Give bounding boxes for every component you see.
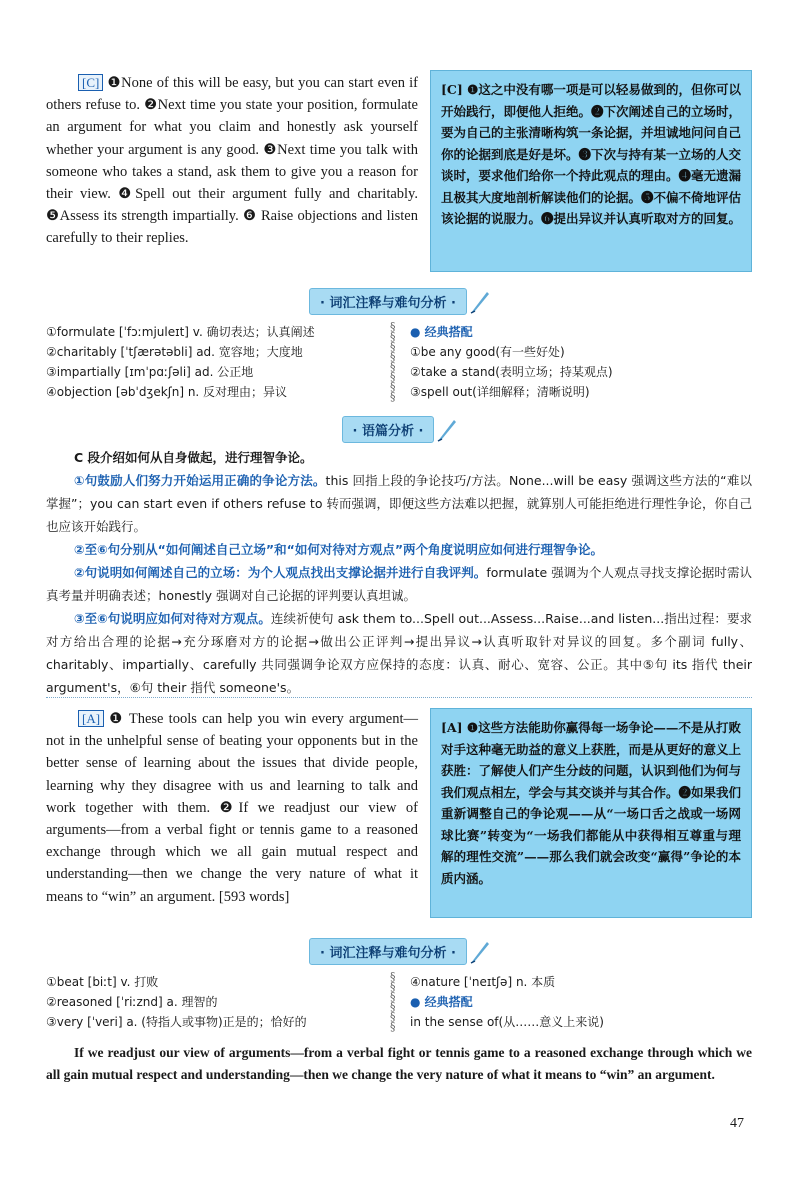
vocab-list-1 <box>46 322 386 402</box>
vocab-item: ④nature [ˈneɪtʃə] n. 本质 <box>410 975 556 989</box>
quill-pen-icon <box>436 417 458 443</box>
section-title-text: · 语篇分析 · <box>342 416 435 443</box>
section-title-vocab-1 <box>0 288 800 315</box>
vocab-item: ④objection [əbˈdʒekʃn] n. 反对理由；异议 <box>46 385 288 399</box>
analysis-highlight: ②句说明如何阐述自己的立场：为个人观点找出支撑论据并进行自我评判。 <box>74 565 487 580</box>
quill-pen-icon <box>469 939 491 965</box>
collocation-heading: ● 经典搭配 <box>410 995 473 1009</box>
quill-pen-icon <box>469 289 491 315</box>
page-number: 47 <box>730 1116 744 1131</box>
section-title-text: · 词汇注释与难句分析 · <box>309 288 467 315</box>
analysis-text: this 回指上段的争论技巧/方法。None...will be easy 强调这些方法的“难以掌握”；you can start even if others refuse to 转而强调，即便这些方法难以把握，就算别人可能拒绝进行理性争论，你自己也应该开始践行。 <box>46 473 752 534</box>
wave-divider: § § § § § § § § <box>390 320 396 403</box>
analysis-paragraph <box>46 607 752 699</box>
vocab-item: ③impartially [ɪmˈpɑːʃəli] ad. 公正地 <box>46 365 254 379</box>
analysis-paragraph <box>46 538 752 561</box>
vocab-item: ②charitably [ˈtʃærətəbli] ad. 宽容地；大度地 <box>46 345 303 359</box>
section-title-vocab-2 <box>0 938 800 965</box>
analysis-heading: C 段介绍如何从自身做起，进行理智争论。 <box>74 450 313 465</box>
vocab-item: ①formulate [ˈfɔːmjuleɪt] v. 确切表达；认真阐述 <box>46 325 315 339</box>
dotted-divider <box>46 697 752 698</box>
paragraph-tag: [C] <box>78 74 103 91</box>
analysis-highlight: ①句鼓励人们努力开始运用正确的争论方法。 <box>74 473 326 488</box>
collocation-heading: ● 经典搭配 <box>410 325 473 339</box>
collocation-item: ①be any good(有一些好处) <box>410 345 565 359</box>
translation-a-text: [A] ❶这些方法能助你赢得每一场争论——不是从打败对手这种毫无助益的意义上获胜，而是从更好的意义上获胜：了解使人们产生分歧的问题，认识到他们为何与我们观点相左，学会与其交谈并与其合作。❷如果我们重新调整自己的争论观——从“一场口舌之战或一场网球比赛”转变为“一场我们都能从中获得相互尊重与理解的理性交流”——那么我们就会改变“赢得”争论的本质内涵。 <box>441 720 742 886</box>
vocab-item: ①beat [biːt] v. 打败 <box>46 975 159 989</box>
vocab-list-2-right <box>410 972 750 1032</box>
translation-c-text: [C] ❶这之中没有哪一项是可以轻易做到的，但你可以开始践行，即便他人拒绝。❷下次阐述自己的立场时，要为自己的主张清晰构筑一条论据，并坦诚地问问自己你的论据到底是好是坏。❸下次与持有某一立场的人交谈时，要求他们给你一个持此观点的理由。❹毫无遗漏且极其大度地剖析解读他们的论据。❺不偏不倚地评估该论据的说服力。❻提出异议并认真听取对方的回复。 <box>441 82 742 226</box>
vocab-item: ③very [ˈveri] a. (特指人或事物)正是的；恰好的 <box>46 1015 307 1029</box>
analysis-paragraph <box>46 469 752 538</box>
vocab-item: ②reasoned [ˈriːznd] a. 理智的 <box>46 995 218 1009</box>
analysis-paragraph <box>46 561 752 607</box>
section-title-analysis <box>0 416 800 443</box>
key-sentence: If we readjust our view of arguments—from a verbal fight or tennis game to a reasoned exchange through which we all gain mutual respect and understanding—then we change the very nature of what it means to “win” an argument. <box>46 1045 752 1082</box>
collocation-list-1 <box>410 322 750 402</box>
translation-box-a <box>430 708 752 918</box>
translation-box-c <box>430 70 752 272</box>
paragraph-c-text: ❶None of this will be easy, but you can start even if others refuse to. ❷Next time you state your position, formulate an argument for what you claim and honestly ask yourself whether your argument is any good. ❸Next time you talk with someone who takes a stand, ask them to give you a reason for their view. ❹Spell out their argument fully and charitably. ❺Assess its strength impartially. ❻ Raise objections and listen carefully to their replies. <box>46 75 419 247</box>
collocation-item: ③spell out(详细解释；清晰说明) <box>410 385 590 399</box>
wave-divider: § § § § § § <box>390 970 396 1033</box>
analysis-highlight: ③至⑥句说明应如何对待对方观点。 <box>74 611 271 626</box>
paragraph-tag: [A] <box>78 710 104 727</box>
paragraph-a <box>46 708 418 908</box>
vocab-list-2 <box>46 972 386 1032</box>
collocation-item: ②take a stand(表明立场；持某观点) <box>410 365 613 379</box>
discourse-analysis <box>46 446 752 699</box>
collocation-item: in the sense of(从……意义上来说) <box>410 1015 604 1029</box>
analysis-highlight: ②至⑥句分别从“如何阐述自己立场”和“如何对待对方观点”两个角度说明应如何进行理智争论。 <box>74 542 604 557</box>
section-title-text: · 词汇注释与难句分析 · <box>309 938 467 965</box>
analysis-text: 连续祈使句 ask them to...Spell out...Assess...Raise...and listen...指出过程：要求对方给出合理的论据→充分琢磨对方的论据→做出公正评判→提出异议→认真听取针对异议的回复。多个副词 fully、charitably、impartially、carefully 共同强调争论双方应保持的态度：认真、耐心、宽容、公正。其中⑤句 its 指代 their argument's，⑥句 their 指代 someone's。 <box>46 611 752 695</box>
paragraph-c <box>46 72 418 250</box>
analysis-text: formulate 强调为个人观点寻找支撑论据时需认真考量并明确表述；honestly 强调对自己论据的评判要认真坦诚。 <box>46 565 753 603</box>
paragraph-a-text: ❶ These tools can help you win every argument—not in the unhelpful sense of beating your opponents but in the better sense of learning about the issues that divide people, learning why they disagree with us and learning to talk and work together with them. ❷If we readjust our view of arguments—from a verbal fight or tennis game to a reasoned exchange through which we all gain mutual respect and understanding—then we change the very nature of what it means to “win” an argument. [593 words] <box>46 711 419 905</box>
